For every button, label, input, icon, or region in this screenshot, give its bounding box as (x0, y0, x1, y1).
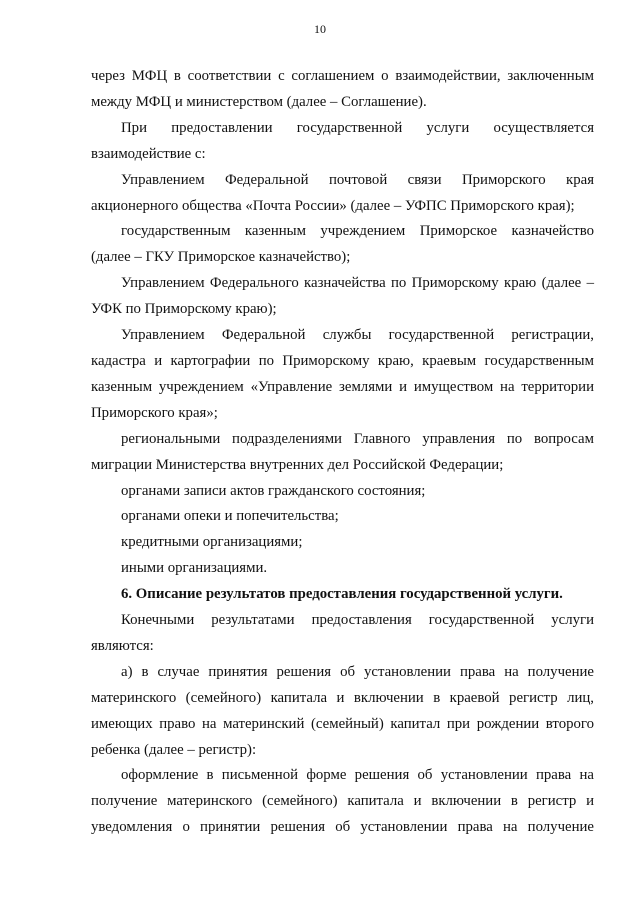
document-body (91, 64, 594, 841)
paragraph-credit-orgs: кредитными организациями; (121, 534, 303, 551)
paragraph-ufk: Управлением Федерального казначейства по Приморскому краю (далее – УФК по Приморскому краю); (91, 275, 594, 318)
paragraph-other-orgs: иными организациями. (121, 560, 268, 577)
section-heading-results: 6. Описание результатов предоставления государственной услуги. (121, 586, 563, 603)
paragraph-results-intro: Конечными результатами предоставления государственной услуги являются: (91, 612, 594, 654)
paragraph-rosreestr: Управлением Федеральной службы государственной регистрации, кадастра и картографии по Приморскому краю, краевым государственным казенным учреждением «Управление землями и имуществом на территории Приморского края»; (91, 327, 594, 421)
paragraph-zags: органами записи актов гражданского состояния; (121, 482, 426, 499)
paragraph-migration: региональными подразделениями Главного управления по вопросам миграции Министерства внутренних дел Российской Федерации; (91, 430, 594, 473)
page-number: 10 (314, 22, 326, 36)
paragraph-gku-treasury: государственным казенным учреждением Приморское казначейство (далее – ГКУ Приморское казначейство); (91, 223, 594, 266)
paragraph-continuation-soglashenie: через МФЦ в соответствии с соглашением о взаимодействии, заключенным между МФЦ и министерством (далее – Соглашение). (91, 68, 594, 110)
paragraph-guardianship: органами опеки и попечительства; (121, 508, 339, 525)
paragraph-ufps: Управлением Федеральной почтовой связи Приморского края акционерного общества «Почта России» (далее – УФПС Приморского края); (91, 171, 594, 214)
paragraph-decision-formalization: оформление в письменной форме решения об установлении права на получение материнского (семейного) капитала и включении в регистр и уведомления о принятии решения об установлении права на получение (91, 767, 594, 836)
paragraph-interaction-intro: При предоставлении государственной услуги осуществляется взаимодействие с: (91, 119, 594, 162)
paragraph-result-a: а) в случае принятия решения об установлении права на получение материнского (семейного) капитала и включении в краевой регистр лиц, имеющих право на материнский (семейный) капитал при рождении второго ребенка (далее – регистр): (91, 663, 594, 758)
